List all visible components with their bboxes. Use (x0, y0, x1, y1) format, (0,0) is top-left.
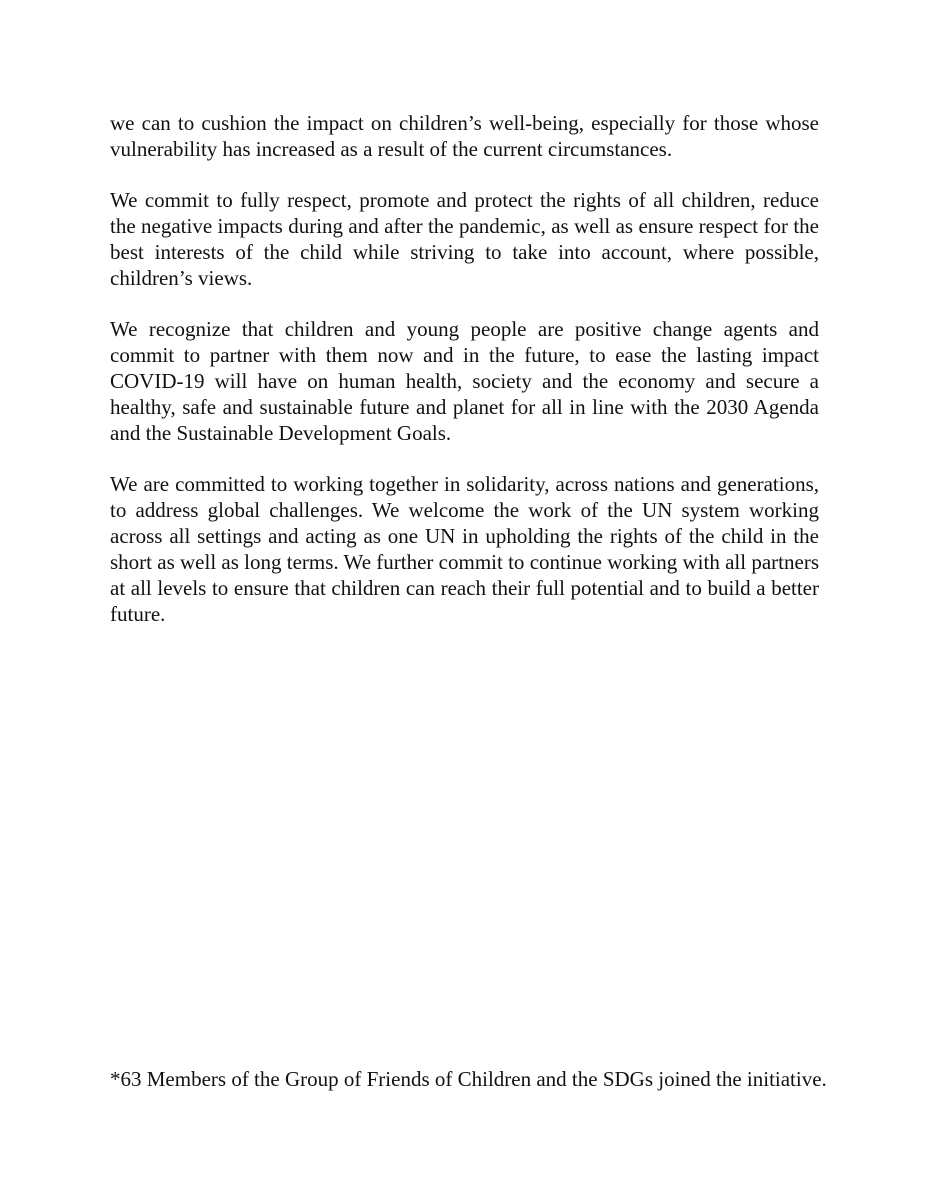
paragraph-children-wellbeing: we can to cushion the impact on children’s well-being, especially for those whose vulnerability has increased as a result of the current circumstances. (110, 111, 819, 161)
footnote: *63 Members of the Group of Friends of Children and the SDGs joined the initiative. (110, 1067, 827, 1091)
paragraph-rights-commitment: We commit to fully respect, promote and protect the rights of all children, reduce the negative impacts during and after the pandemic, as well as ensure respect for the best interests of the child while striving to take into account, where possible, children’s views. (110, 188, 819, 290)
document-body (110, 110, 819, 652)
paragraph-solidarity: We are committed to working together in solidarity, across nations and generations, to address global challenges. We welcome the work of the UN system working across all settings and acting as one UN in upholding the rights of the child in the short as well as long terms. We further commit to continue working with all partners at all levels to ensure that children can reach their full potential and to build a better future. (110, 472, 819, 626)
paragraph-change-agents: We recognize that children and young people are positive change agents and commit to partner with them now and in the future, to ease the lasting impact COVID-19 will have on human health, society and the economy and secure a healthy, safe and sustainable future and planet for all in line with the 2030 Agenda and the Sustainable Development Goals. (110, 317, 819, 445)
